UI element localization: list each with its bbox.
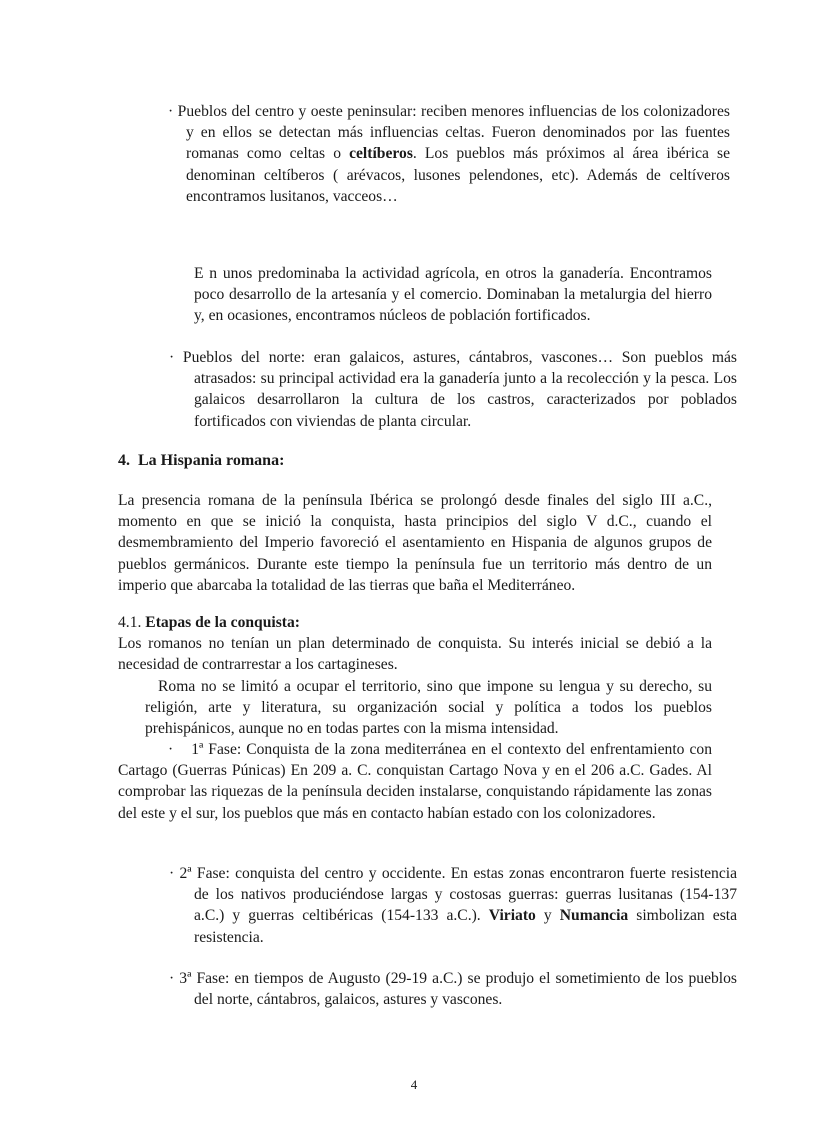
bullet-pueblos-norte bbox=[169, 347, 737, 432]
bullet-text-tail: . Los pueblos más próximos al área ibérica se denominan celtíberos ( arévacos, lusones pelendones, etc). Además de celtíveros encontramos lusitanos, vacceos… bbox=[186, 145, 730, 205]
bullet-marker: · bbox=[169, 349, 175, 366]
section-4-1-intro-text: Los romanos no tenían un plan determinado de conquista. Su interés inicial se debió a la necesidad de contrarrestar a los cartagineses. bbox=[118, 635, 712, 674]
section-number: 4.1. bbox=[118, 614, 146, 631]
bold-term-numancia: Numancia bbox=[559, 907, 629, 925]
bold-term-celtiberos: celtíberos bbox=[349, 145, 413, 163]
page-number: 4 bbox=[410, 1077, 418, 1092]
phase-2-text-tail: simbolizan esta resistencia. bbox=[194, 907, 738, 946]
phase-2-item bbox=[169, 863, 737, 948]
bullet-marker: · bbox=[169, 970, 175, 987]
bullet-marker: · bbox=[169, 865, 175, 882]
bold-term-viriato: Viriato bbox=[488, 907, 536, 925]
bullet-marker: · bbox=[168, 103, 174, 120]
section-4-1-intro bbox=[118, 633, 712, 675]
bullet-text: Pueblos del norte: eran galaicos, astures, cántabros, vascones… Son pueblos más atrasados: su principal actividad era la ganadería junto a la recolección y la pesca. Los galaicos desarrollaron la cultura de los castros, caracterizados por poblados fortificados con viviendas de planta circular. bbox=[182, 349, 737, 430]
bullet-marker: · bbox=[168, 741, 174, 758]
phase-3-text: 3ª Fase: en tiempos de Augusto (29-19 a.C.) se produjo el sometimiento de los pueblos del norte, cántabros, galaicos, astures y vascones. bbox=[179, 970, 737, 1009]
section-title: Etapas de la conquista: bbox=[145, 614, 300, 631]
phase-1-text: 1ª Fase: Conquista de la zona mediterránea en el contexto del enfrentamiento con Cartago (Guerras Púnicas) En 209 a. C. conquistan Cartago Nova y en el 206 a.C. Gades. Al comprobar las riquezas de la península deciden instalarse, conquistando rápidamente las zonas del este y el sur, los pueblos que más en contacto habían estado con los colonizadores. bbox=[118, 741, 712, 822]
paragraph-roma bbox=[145, 676, 712, 740]
section-4-intro-text: La presencia romana de la península Ibérica se prolongó desde finales del siglo III a.C., momento en que se inició la conquista, hasta principios del siglo V d.C., cuando el desmembramiento del Imperio favoreció el asentamiento en Hispania de algunos grupos de pueblos germánicos. Durante este tiempo la península fue un territorio más dentro de un imperio que abarcaba la totalidad de las tierras que baña el Mediterráneo. bbox=[118, 492, 712, 594]
bullet-pueblos-centro bbox=[168, 101, 730, 207]
section-4-intro bbox=[118, 490, 712, 596]
phase-2-text-lead: 2ª Fase: conquista del centro y occidente. En estas zonas encontraron fuerte resistencia de los nativos produciéndose largas y costosas guerras: guerras lusitanas (154-137 a.C.) y guerras celtibéricas (154-133 a.C.). bbox=[179, 865, 737, 925]
section-heading-4-1 bbox=[118, 612, 712, 633]
paragraph-economia-text: E n unos predominaba la actividad agrícola, en otros la ganadería. Encontramos poco desarrollo de la artesanía y el comercio. Dominaban la metalurgia del hierro y, en ocasiones, encontramos núcleos de población fortificados. bbox=[194, 265, 712, 325]
phase-3-item bbox=[169, 968, 737, 1010]
phase-2-text-middle: y bbox=[535, 907, 560, 925]
section-heading-4: 4. La Hispania romana: bbox=[118, 452, 285, 469]
paragraph-roma-text: Roma no se limitó a ocupar el territorio, sino que impone su lengua y su derecho, su religión, arte y literatura, su organización social y política a todos los pueblos prehispánicos, aunque no en todas partes con la misma intensidad. bbox=[145, 678, 712, 738]
paragraph-economia bbox=[194, 263, 712, 327]
bullet-text-lead: Pueblos del centro y oeste peninsular: reciben menores influencias de los colonizadores y en ellos se detectan más influencias celtas. Fueron denominados por las fuentes romanas como celtas o bbox=[177, 103, 730, 163]
phase-1-item bbox=[118, 739, 712, 824]
